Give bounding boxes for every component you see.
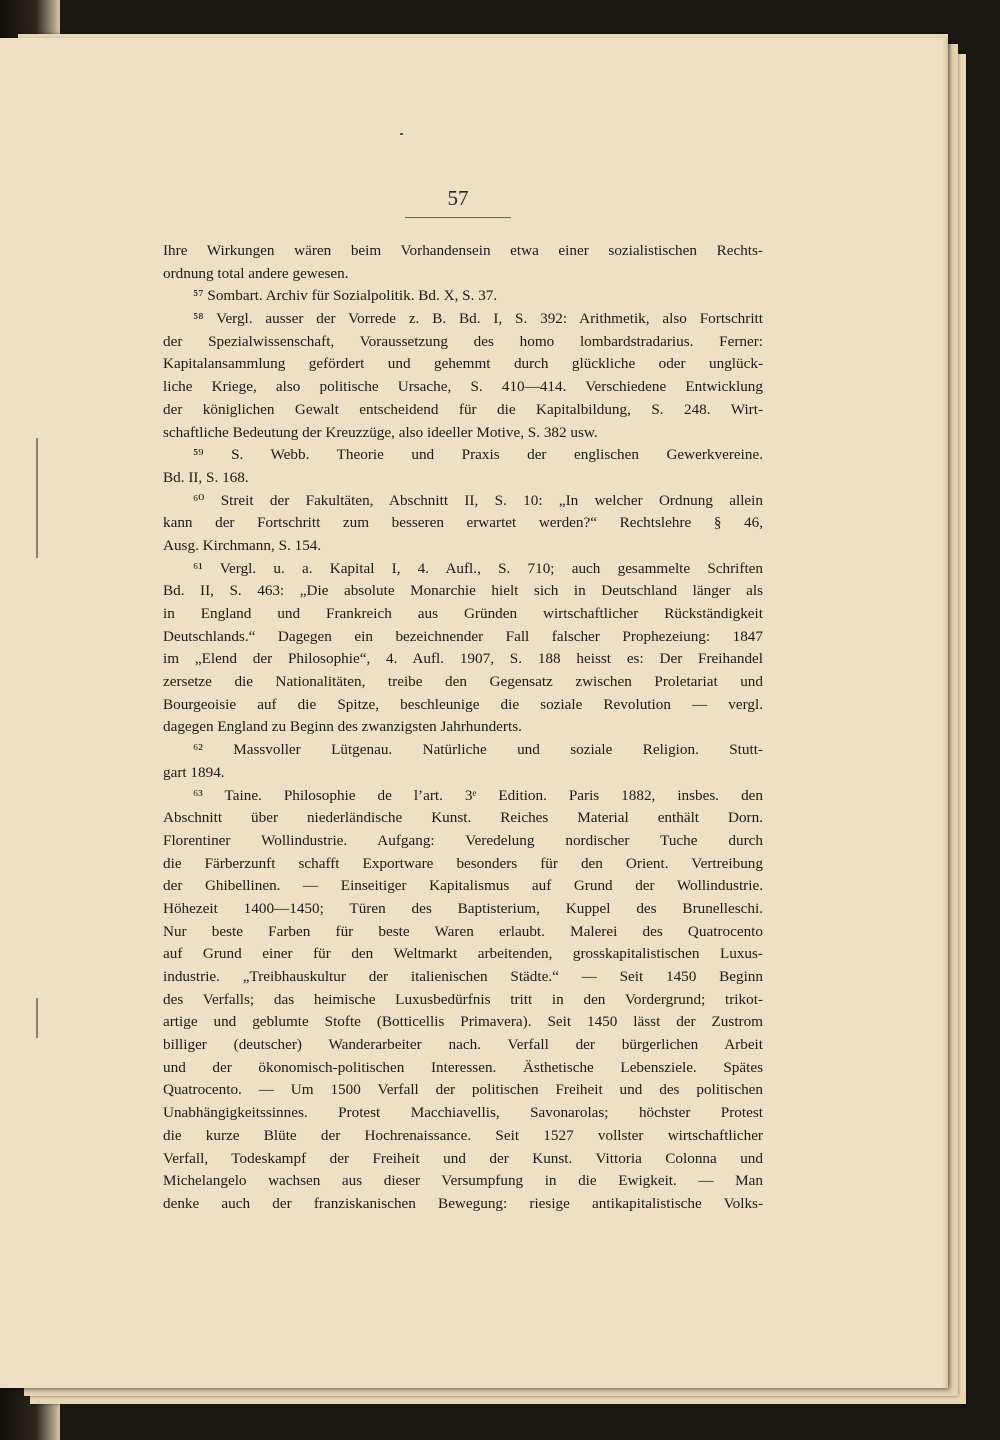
text-line: Nur beste Farben für beste Waren erlaubt. Malerei des Quatrocento bbox=[163, 922, 763, 940]
page-edge bbox=[942, 38, 948, 1388]
text-line: Deutschlands.“ Dagegen ein bezeichnender Fall falscher Prophezeiung: 1847 bbox=[163, 627, 763, 645]
text-line: liche Kriege, also politische Ursache, S. 410—414. Verschiedene Entwicklung bbox=[163, 378, 763, 396]
text-line: denke auch der franziskanischen Bewegung: riesige antikapitalistische Volks- bbox=[163, 1194, 763, 1212]
footnote-line: ⁵⁸ Vergl. ausser der Vorrede z. B. Bd. I, S. 392: Arithmetik, also Fortschritt bbox=[193, 310, 763, 328]
footnote-line: ⁶¹ Vergl. u. a. Kapital I, 4. Aufl., S. 710; auch gesammelte Schriften bbox=[193, 559, 763, 577]
text-line: dagegen England zu Beginn des zwanzigsten Jahrhunderts. bbox=[163, 718, 522, 736]
text-line: im „Elend der Philosophie“, 4. Aufl. 1907, S. 188 heisst es: Der Freihandel bbox=[163, 650, 763, 668]
footnote-line: ⁶⁰ Streit der Fakultäten, Abschnitt II, S. 10: „In welcher Ordnung allein bbox=[193, 491, 763, 509]
margin-mark bbox=[36, 438, 38, 558]
text-line: Verfall, Todeskampf der Freiheit und der Kunst. Vittoria Colonna und bbox=[163, 1149, 763, 1167]
text-line: Ausg. Kirchmann, S. 154. bbox=[163, 536, 322, 554]
text-line: Kapitalansammlung gefördert und gehemmt durch glückliche oder unglück- bbox=[163, 355, 763, 373]
text-line: der Ghibellinen. — Einseitiger Kapitalismus auf Grund der Wollindustrie. bbox=[163, 877, 763, 895]
text-line: Florentiner Wollindustrie. Aufgang: Veredelung nordischer Tuche durch bbox=[163, 831, 763, 849]
footnote-line: ⁶² Massvoller Lütgenau. Natürliche und soziale Religion. Stutt- bbox=[193, 741, 763, 759]
text-line: Abschnitt über niederländische Kunst. Reiches Material enthält Dorn. bbox=[163, 809, 763, 827]
text-line: kann der Fortschritt zum besseren erwartet werden?“ Rechtslehre § 46, bbox=[163, 514, 763, 532]
footnote-line: ⁶³ Taine. Philosophie de l’art. 3ᵉ Edition. Paris 1882, insbes. den bbox=[193, 786, 763, 804]
text-line: Ihre Wirkungen wären beim Vorhandensein etwa einer sozialistischen Rechts- bbox=[163, 242, 763, 259]
book-page bbox=[0, 38, 948, 1388]
text-line: Höhezeit 1400—1450; Türen des Baptisterium, Kuppel des Brunelleschi. bbox=[163, 899, 763, 917]
margin-mark bbox=[36, 998, 38, 1038]
text-line: schaftliche Bedeutung der Kreuzzüge, also ideeller Motive, S. 382 usw. bbox=[163, 423, 598, 441]
text-line: Michelangelo wachsen aus dieser Versumpfung in die Ewigkeit. — Man bbox=[163, 1172, 763, 1190]
text-line: die Färberzunft schafft Exportware besonders für den Orient. Vertreibung bbox=[163, 854, 763, 872]
text-line: Bd. II, S. 463: „Die absolute Monarchie hielt sich in Deutschland länger als bbox=[163, 582, 763, 600]
text-line: Unabhängigkeitssinnes. Protest Macchiavellis, Savonarolas; höchster Protest bbox=[163, 1104, 763, 1122]
text-line: industrie. „Treibhauskultur der italienischen Städte.“ — Seit 1450 Beginn bbox=[163, 968, 763, 985]
footnote-line: ⁵⁷ Sombart. Archiv für Sozialpolitik. Bd. X, S. 37. bbox=[193, 287, 498, 305]
text-line: ordnung total andere gewesen. bbox=[163, 264, 349, 282]
text-line: artige und geblumte Stofte (Botticellis Primavera). Seit 1450 lässt der Zustrom bbox=[163, 1013, 763, 1031]
text-line: gart 1894. bbox=[163, 763, 225, 781]
footnote-line: ⁵⁹ S. Webb. Theorie und Praxis der englischen Gewerkvereine. bbox=[193, 446, 763, 464]
text-line: der Spezialwissenschaft, Voraussetzung des homo lombardstradarius. Ferner: bbox=[163, 332, 763, 350]
text-line: auf Grund einer für den Weltmarkt arbeitenden, grosskapitalistischen Luxus- bbox=[163, 945, 763, 963]
text-line: und der ökonomisch-politischen Interessen. Ästhetische Lebensziele. Spätes bbox=[163, 1058, 763, 1076]
printing-speck bbox=[400, 133, 403, 135]
text-line: die kurze Blüte der Hochrenaissance. Seit 1527 vollster wirtschaftlicher bbox=[163, 1126, 763, 1144]
text-line: Quatrocento. — Um 1500 Verfall der politischen Freiheit und des politischen bbox=[163, 1081, 763, 1099]
footnote-text bbox=[163, 240, 763, 1216]
text-line: der königlichen Gewalt entscheidend für die Kapitalbildung, S. 248. Wirt- bbox=[163, 400, 763, 418]
text-line: Bd. II, S. 168. bbox=[163, 468, 249, 486]
text-line: billiger (deutscher) Wanderarbeiter nach. Verfall der bürgerlichen Arbeit bbox=[163, 1036, 763, 1054]
text-line: in England und Frankreich aus Gründen wirtschaftlicher Rückständigkeit bbox=[163, 605, 763, 622]
text-line: des Verfalls; das heimische Luxusbedürfnis tritt in den Vordergrund; trikot- bbox=[163, 990, 763, 1008]
text-line: Bourgeoisie auf die Spitze, beschleunige die soziale Revolution — vergl. bbox=[163, 695, 763, 713]
page-number: 57 bbox=[405, 186, 511, 218]
text-line: zersetze die Nationalitäten, treibe den Gegensatz zwischen Proletariat und bbox=[163, 673, 763, 691]
